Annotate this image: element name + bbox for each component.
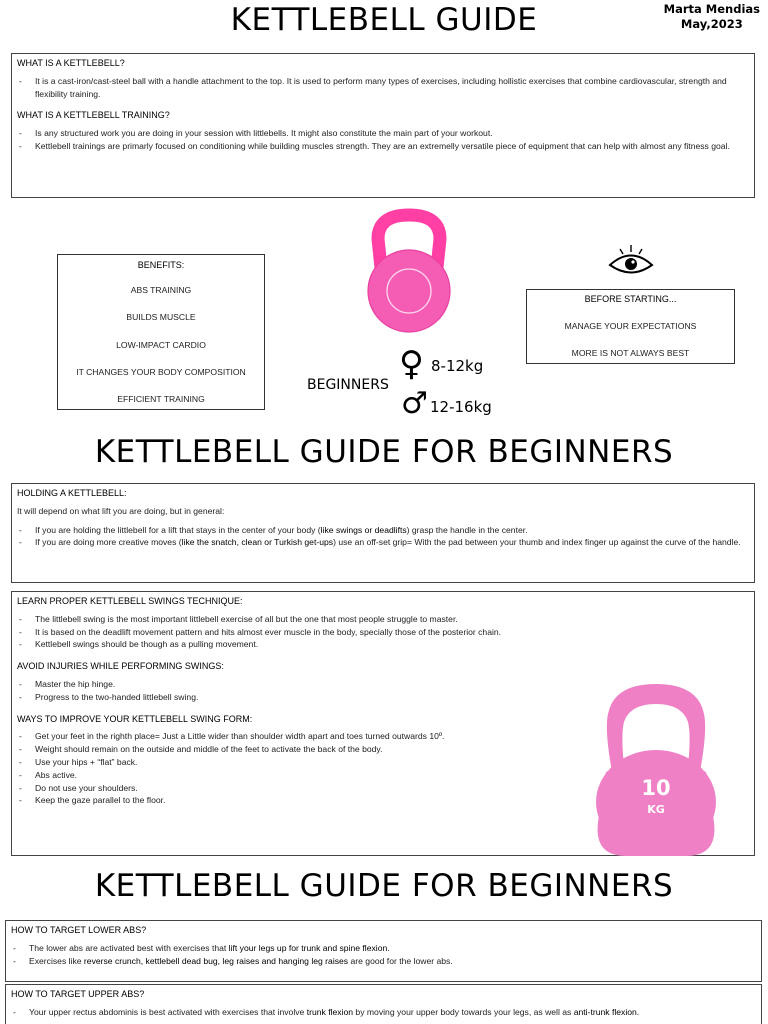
- injuries-heading: AVOID INJURIES WHILE PERFORMING SWINGS:: [17, 661, 224, 672]
- list-item: - Kettlebell swings should be though as a pulling movement.: [17, 638, 749, 651]
- upper-abs-box: [5, 984, 762, 1024]
- female-symbol-icon: ♀: [399, 344, 424, 384]
- list-item: - If you are holding the littlebell for a lift that stays in the center of your body (like swings or deadlifts) grasp the handle in the center.: [17, 524, 749, 537]
- highlight: anti-trunk flexion.: [573, 1006, 640, 1017]
- form-heading: WAYS TO IMPROVE YOUR KETTLEBELL SWING FORM:: [17, 713, 253, 724]
- swing-list: [17, 613, 749, 651]
- holding-intro: It will depend on what lift you are doing, but in general:: [17, 505, 225, 516]
- female-weight: 8-12kg: [431, 357, 484, 375]
- highlight: like swings or deadlifts: [320, 524, 407, 535]
- lower-abs-heading: HOW TO TARGET LOWER ABS?: [11, 925, 147, 935]
- list-item: - Kettlebell trainings are primarly focused on conditioning while building muscles strength. They are an extremelly versatile piece of equipment that can help with almost any fitness goal.: [17, 140, 749, 153]
- benefit-item: EFFICIENT TRAINING: [117, 394, 205, 405]
- list-item: - Do not use your shoulders.: [17, 782, 749, 795]
- list-item: - Abs active.: [17, 769, 749, 782]
- section-title: KETTLEBELL GUIDE FOR BEGINNERS: [94, 868, 674, 904]
- before-item: MORE IS NOT ALWAYS BEST: [571, 348, 690, 358]
- training-heading: WHAT IS A KETTLEBELL TRAINING?: [17, 110, 170, 121]
- benefit-item: LOW-IMPACT CARDIO: [116, 339, 206, 350]
- male-symbol-icon: ♂: [401, 386, 428, 421]
- list-item: - Weight should remain on the outside and middle of the feet to activate the back of the body.: [17, 743, 749, 756]
- what-list: [17, 75, 749, 101]
- beginners-label: BEGINNERS: [307, 377, 389, 393]
- holding-list: [17, 524, 749, 550]
- author-name: Marta Mendias: [663, 2, 760, 16]
- holding-box: [11, 483, 755, 583]
- list-item: - Get your feet in the righth place= Just a Little wider than shoulder width apart and toes turned outwards 10º.: [17, 730, 749, 743]
- kettlebell-icon: [586, 672, 726, 858]
- benefits-box: [57, 254, 265, 410]
- list-item: - The littlebell swing is the most important littlebell exercise of all but the one that most people struggle to master.: [17, 613, 749, 626]
- eye-icon: [608, 242, 654, 278]
- section-title: KETTLEBELL GUIDE FOR BEGINNERS: [94, 434, 674, 470]
- list-item: - It is a cast-iron/cast-steel ball with a handle attachment to the top. It is used to perform many types of exercises, including hollistic exercises that combine cardiovascular, strength and flexibility training.: [17, 75, 749, 101]
- before-starting-title: BEFORE STARTING...: [584, 294, 677, 304]
- swing-heading: LEARN PROPER KETTLEBELL SWINGS TECHNIQUE:: [17, 596, 243, 606]
- highlight: lift your legs up for trunk and spine flexion: [228, 942, 388, 953]
- benefit-item: ABS TRAINING: [130, 285, 192, 295]
- upper-abs-list: [11, 1006, 756, 1019]
- benefit-item: IT CHANGES YOUR BODY COMPOSITION: [76, 366, 246, 377]
- benefits-title: BENEFITS:: [137, 260, 185, 270]
- author-date: May,2023: [680, 17, 743, 31]
- male-weight: 12-16kg: [430, 398, 492, 416]
- holding-heading: HOLDING A KETTLEBELL:: [17, 488, 127, 498]
- list-item: - Your upper rectus abdominis is best activated with exercises that involve trunk flexion by moving your upper body towards your legs, as well as anti-trunk flexion.: [11, 1006, 756, 1019]
- what-heading: WHAT IS A KETTLEBELL?: [17, 58, 125, 68]
- kettlebell-weight-unit: KG: [647, 803, 665, 816]
- highlight: like the snatch, clean or Turkish get-ups: [181, 537, 334, 548]
- benefit-item: BUILDS MUSCLE: [126, 312, 196, 323]
- list-item: - Is any structured work you are doing in your session with littlebells. It might also constitute the main part of your workout.: [17, 127, 749, 140]
- before-item: MANAGE YOUR EXPECTATIONS: [564, 321, 697, 331]
- kettlebell-weight-number: 10: [641, 776, 671, 800]
- list-item: - Keep the gaze parallel to the floor.: [17, 794, 749, 807]
- highlight: reverse crunch, kettlebell dead bug, leg raises and hanging leg raises: [83, 955, 349, 966]
- training-list: [17, 127, 749, 153]
- list-item: - Progress to the two-handed littlebell swing.: [17, 691, 749, 704]
- list-item: - Master the hip hinge.: [17, 678, 749, 691]
- list-item: - It is based on the deadlift movement pattern and hits almost ever muscle in the body, specially those of the posterior chain.: [17, 626, 749, 639]
- kettlebell-icon: [356, 205, 462, 335]
- lower-abs-list: [11, 942, 756, 968]
- list-item: - If you are doing more creative moves (like the snatch, clean or Turkish get-ups) use an off-set grip= With the pad between your thumb and index finger up against the curve of the handle.: [17, 536, 749, 549]
- upper-abs-heading: HOW TO TARGET UPPER ABS?: [11, 989, 145, 999]
- highlight: trunk flexion: [306, 1006, 354, 1017]
- list-item: - The lower abs are activated best with exercises that lift your legs up for trunk and spine flexion.: [11, 942, 756, 955]
- list-item: - Use your hips + “flat” back.: [17, 756, 749, 769]
- author-block: [664, 2, 760, 32]
- page-title: KETTLEBELL GUIDE: [230, 2, 538, 38]
- before-starting-box: [526, 289, 735, 364]
- intro-box: [11, 53, 755, 198]
- lower-abs-box: [5, 920, 762, 982]
- list-item: - Exercises like reverse crunch, kettlebell dead bug, leg raises and hanging leg raises are good for the lower abs.: [11, 955, 756, 968]
